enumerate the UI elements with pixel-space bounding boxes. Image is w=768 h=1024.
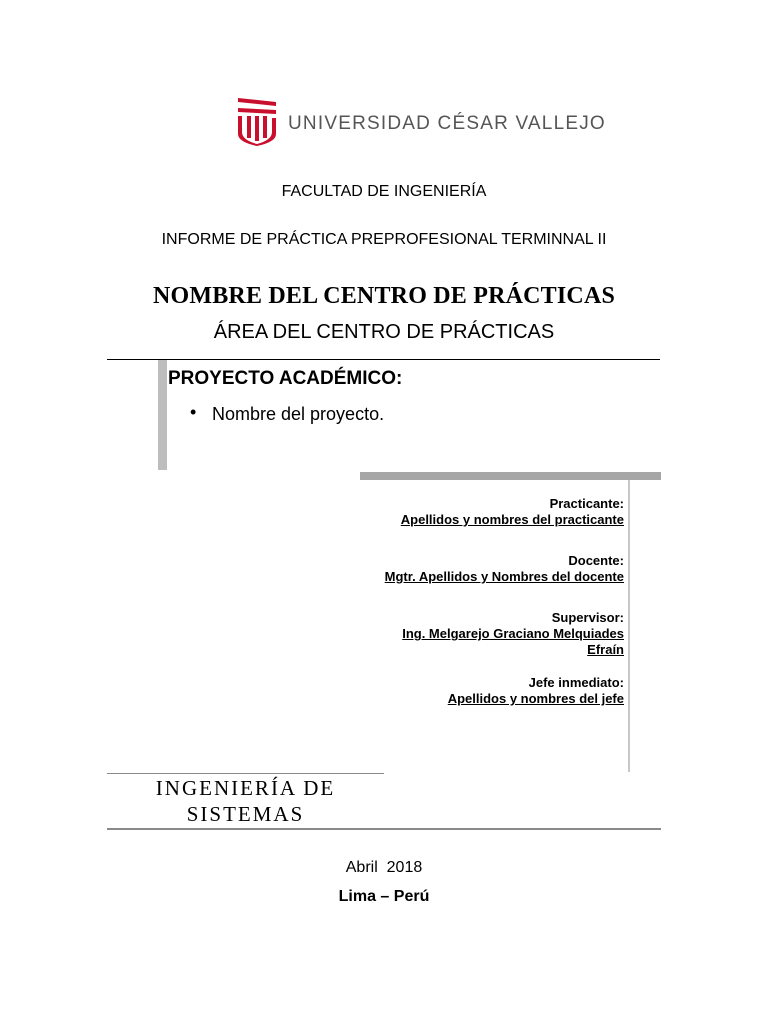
university-name: UNIVERSIDAD CÉSAR VALLEJO — [288, 113, 606, 134]
divider — [107, 359, 660, 360]
date: Abril 2018 — [345, 859, 423, 876]
people-vertical-rule — [628, 480, 630, 772]
person-name: Ing. Melgarejo Graciano Melquiades — [402, 626, 624, 641]
person-role: Supervisor: — [551, 610, 624, 625]
person-name: Apellidos y nombres del jefe — [447, 691, 624, 706]
person-practicante — [401, 496, 624, 528]
divider — [107, 828, 661, 830]
person-docente — [385, 553, 624, 585]
place: Lima – Perú — [338, 888, 430, 905]
person-jefe — [448, 675, 624, 707]
person-supervisor — [402, 610, 624, 658]
project-accent-bar — [158, 360, 167, 470]
person-name: Apellidos y nombres del practicante — [400, 512, 624, 527]
person-role: Jefe inmediato: — [528, 675, 624, 690]
person-name: Mgtr. Apellidos y Nombres del docente — [384, 569, 624, 584]
report-title: INFORME DE PRÁCTICA PREPROFESIONAL TERMINNAL II — [161, 231, 607, 248]
project-heading: PROYECTO ACADÉMICO: — [168, 368, 403, 389]
person-name-continued: Efraín — [587, 642, 624, 657]
school-name — [107, 775, 384, 827]
center-name: NOMBRE DEL CENTRO DE PRÁCTICAS — [152, 283, 616, 309]
divider — [107, 773, 384, 774]
bullet-icon: • — [190, 402, 197, 422]
person-role: Docente: — [568, 553, 624, 568]
university-logo-icon — [236, 96, 278, 146]
people-accent-bar — [360, 472, 661, 480]
person-role: Practicante: — [549, 496, 624, 511]
faculty-title: FACULTAD DE INGENIERÍA — [281, 183, 487, 200]
project-name: Nombre del proyecto. — [212, 404, 385, 424]
school-name-line1: INGENIERÍA DE — [155, 776, 336, 800]
center-area: ÁREA DEL CENTRO DE PRÁCTICAS — [213, 321, 555, 343]
school-name-line2: SISTEMAS — [186, 802, 305, 826]
